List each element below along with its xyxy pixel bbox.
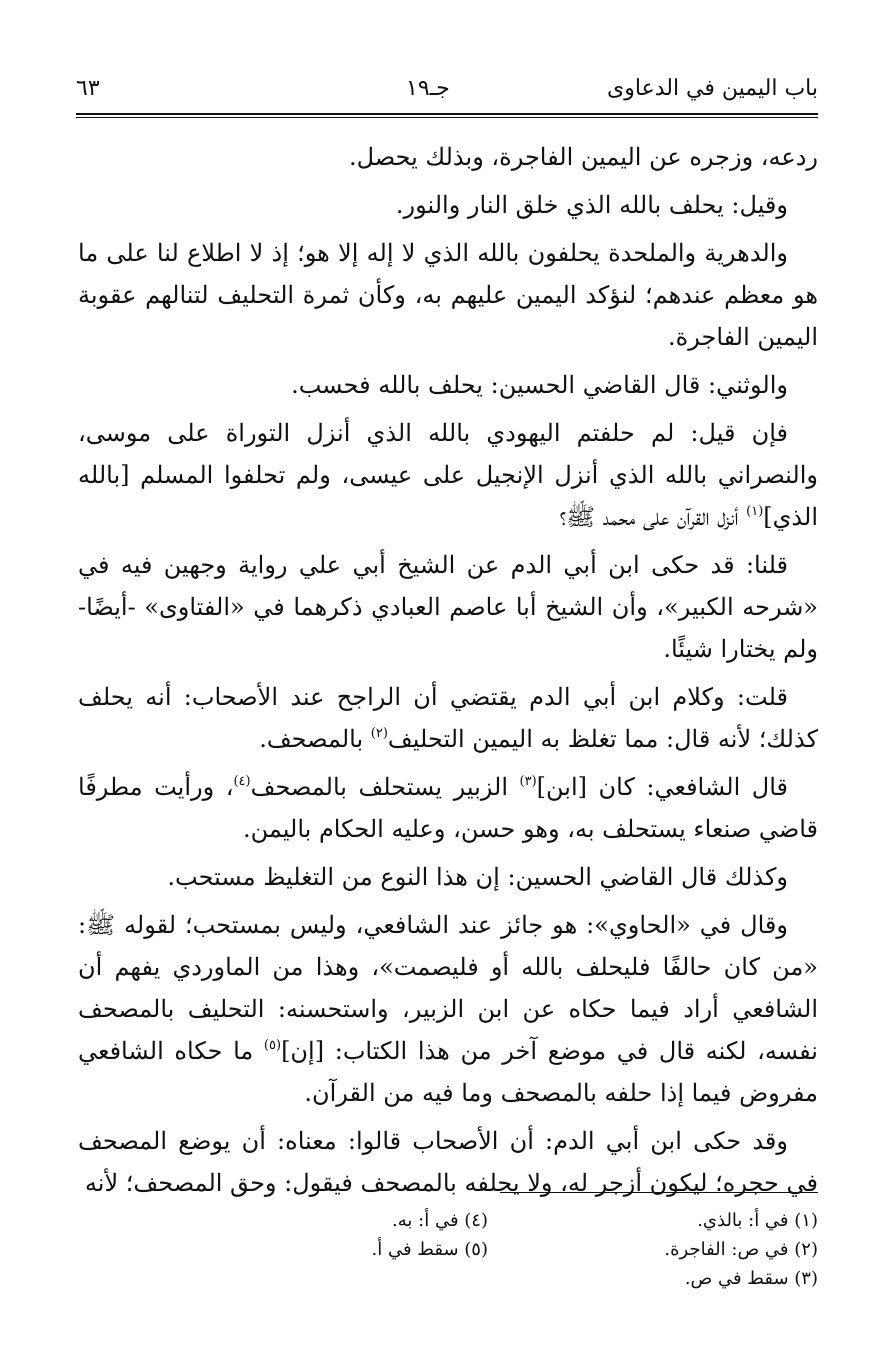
- footnote-3: (٣) سقط في ص.: [684, 1268, 818, 1289]
- footnote-5: (٥) سقط في أ.: [371, 1239, 488, 1260]
- paragraph-4: والوثني: قال القاضي الحسين: يحلف بالله فحسب.: [291, 371, 788, 399]
- footnotes-column-left: [288, 1206, 488, 1264]
- page-number: ٦٣: [76, 76, 100, 101]
- footnote-marker: (١): [746, 504, 764, 519]
- paragraph-2: وقيل: يحلف بالله الذي خلق النار والنور.: [395, 191, 788, 219]
- paragraph-7: قلت: وكلام ابن أبي الدم يقتضي أن الراجح عند الأصحاب: أنه يحلف كذلك؛ لأنه قال: مما تغلظ به اليمين التحليف$^{(٢)}$ بالمصحف.: [78, 683, 818, 753]
- paragraph-1: ردعه، وزجره عن اليمين الفاجرة، وبذلك يحصل.: [348, 143, 818, 171]
- chapter-title: باب اليمين في الدعاوى: [607, 76, 818, 101]
- footnote-4: (٤) في أ: به.: [392, 1210, 488, 1231]
- paragraph-6: قلنا: قد حكى ابن أبي الدم عن الشيخ أبي علي رواية وجهين فيه في «شرحه الكبير»، وأن الشيخ أبا عاصم العبادي ذكرهما في «الفتاوى» -أيضًا- ولم يختارا شيئًا.: [78, 551, 818, 663]
- footnote-marker: (٢): [370, 726, 388, 741]
- footnotes-column-right: [578, 1206, 818, 1293]
- header-rule: [76, 113, 818, 118]
- footnote-rule: [500, 1192, 818, 1193]
- footnote-marker: (٣): [519, 774, 537, 789]
- main-text: [78, 136, 818, 1210]
- paragraph-10: وقال في «الحاوي»: هو جائز عند الشافعي، وليس بمستحب؛ لقوله ﷺ: «من كان حالفًا فليحلف بالله أو فليصمت»، وهذا من الماوردي يفهم أن الشافعي أراد فيما حكاه عن ابن الزبير، واستحسنه: التحليف بالمصحف نفسه، لكنه قال في موضع آخر من هذا الكتاب: [إن]$^{(٥)}$ ما حكاه الشافعي مفروض فيما إذا حلفه بالمصحف وما فيه من القرآن.: [78, 911, 818, 1107]
- footnote-1: (١) في أ: بالذي.: [697, 1210, 818, 1231]
- paragraph-11: وقد حكى ابن أبي الدم: أن الأصحاب قالوا: معناه: أن يوضع المصحف في حجره؛ ليكون أزجر له، ولا يحلفه بالمصحف فيقول: وحق المصحف؛ لأنه: [78, 1127, 818, 1197]
- paragraph-3: والدهرية والملحدة يحلفون بالله الذي لا إله إلا هو؛ إذ لا اطلاع لنا على ما هو معظم عندهم؛ لنؤكد اليمين عليهم به، وكأن ثمرة التحليف لتنالهم عقوبة اليمين الفاجرة.: [78, 239, 818, 351]
- paragraph-5: فإن قيل: لم حلفتم اليهودي بالله الذي أنزل التوراة على موسى، والنصراني بالله الذي أنزل الإنجيل على عيسى، ولم تحلفوا المسلم [بالله الذي]$^{(١)}$ أنزل القرآن على محمد ﷺ؟: [78, 419, 818, 531]
- paragraph-8: قال الشافعي: كان [ابن]$^{(٣)}$ الزبير يستحلف بالمصحف$^{(٤)}$، ورأيت مطرفًا قاضي صنعاء يستحلف به، وهو حسن، وعليه الحكام باليمن.: [78, 773, 818, 843]
- footnote-marker: (٤): [233, 774, 251, 789]
- running-header: [76, 76, 818, 110]
- footnote-marker: (٥): [263, 1038, 282, 1053]
- volume-number: جـ١٩: [406, 76, 450, 101]
- footnote-2: (٢) في ص: الفاجرة.: [664, 1239, 818, 1260]
- paragraph-9: وكذلك قال القاضي الحسين: إن هذا النوع من التغليظ مستحب.: [167, 863, 788, 891]
